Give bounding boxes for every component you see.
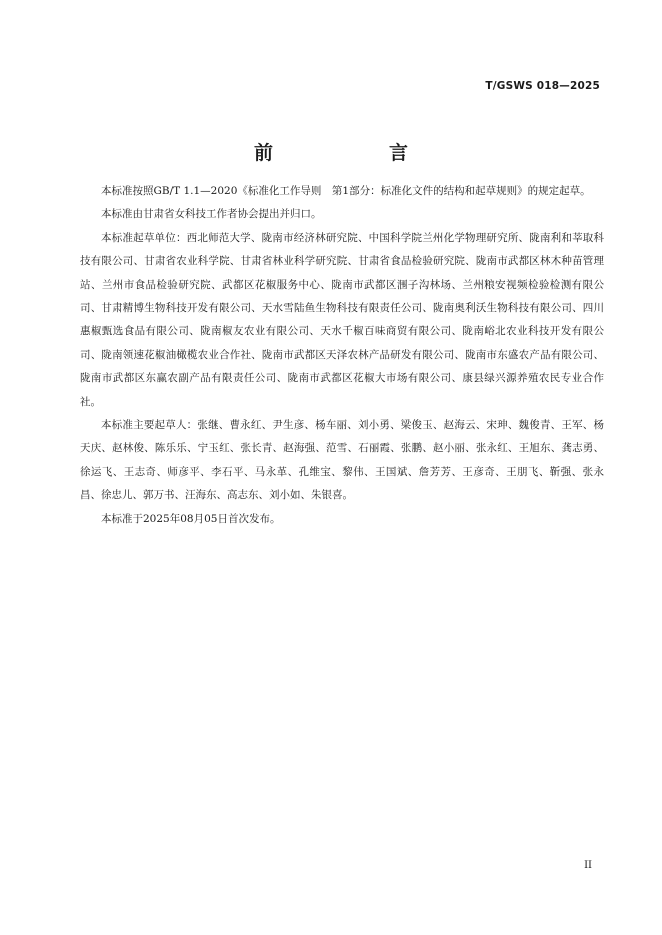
paragraph-drafting-units: 本标准起草单位：西北师范大学、陇南市经济林研究院、中国科学院兰州化学物理研究所、陇南利和莘取科技有限公司、甘肃省农业科学院、甘肃省林业科学研究院、甘肃省食品检验研究院、陇南市武都区林木种苗管理站、兰州市食品检验研究院、武都区花椒服务中心、陇南市武都区涠子沟林场、兰州粮安视频检验检测有限公司、甘肃精博生物科技开发有限公司、天水雪陆鱼生物科技有限责任公司、陇南奥利沃生物科技有限公司、四川惠椒甄选食品有限公司、陇南椒友农业有限公司、天水千椒百味商贸有限公司、陇南峪北农业科技开发有限公司、陇南领速花椒油橄榄农业合作社、陇南市武都区天泽农林产品研发有限公司、陇南市东盛农产品有限公司、陇南市武都区东赢农副产品有限责任公司、陇南市武都区花椒大市场有限公司、康县绿兴源养殖农民专业合作社。 xyxy=(80,231,604,408)
paragraph-drafting-basis: 本标准按照GB/T 1.1—2020《标准化工作导则 第1部分：标准化文件的结构和起草规则》的规定起草。 xyxy=(101,185,591,197)
paragraph-proposer: 本标准由甘肃省女科技工作者协会提出并归口。 xyxy=(101,208,322,221)
preface-body xyxy=(80,180,604,531)
page-title: 前 言 xyxy=(253,142,434,164)
paragraph-release-date: 本标准于2025年08月05日首次发布。 xyxy=(101,512,281,525)
document-code: T/GSWS 018—2025 xyxy=(485,80,600,92)
page-number: II xyxy=(584,860,592,871)
paragraph-main-drafters: 本标准主要起草人：张继、曹永红、尹生彦、杨车丽、刘小勇、梁俊玉、赵海云、宋珅、魏俊青、王军、杨天庆、赵林俊、陈乐乐、宁玉红、张长青、赵海强、范雪、石丽霞、张鹏、赵小丽、张永红、王旭东、龚志勇、徐运飞、王志奇、师彦平、李石平、马永革、孔维宝、黎伟、王国斌、詹芳芳、王彦奇、王朋飞、靳强、张永昌、徐忠儿、郭万书、汪海东、高志东、刘小如、朱银喜。 xyxy=(80,419,604,502)
